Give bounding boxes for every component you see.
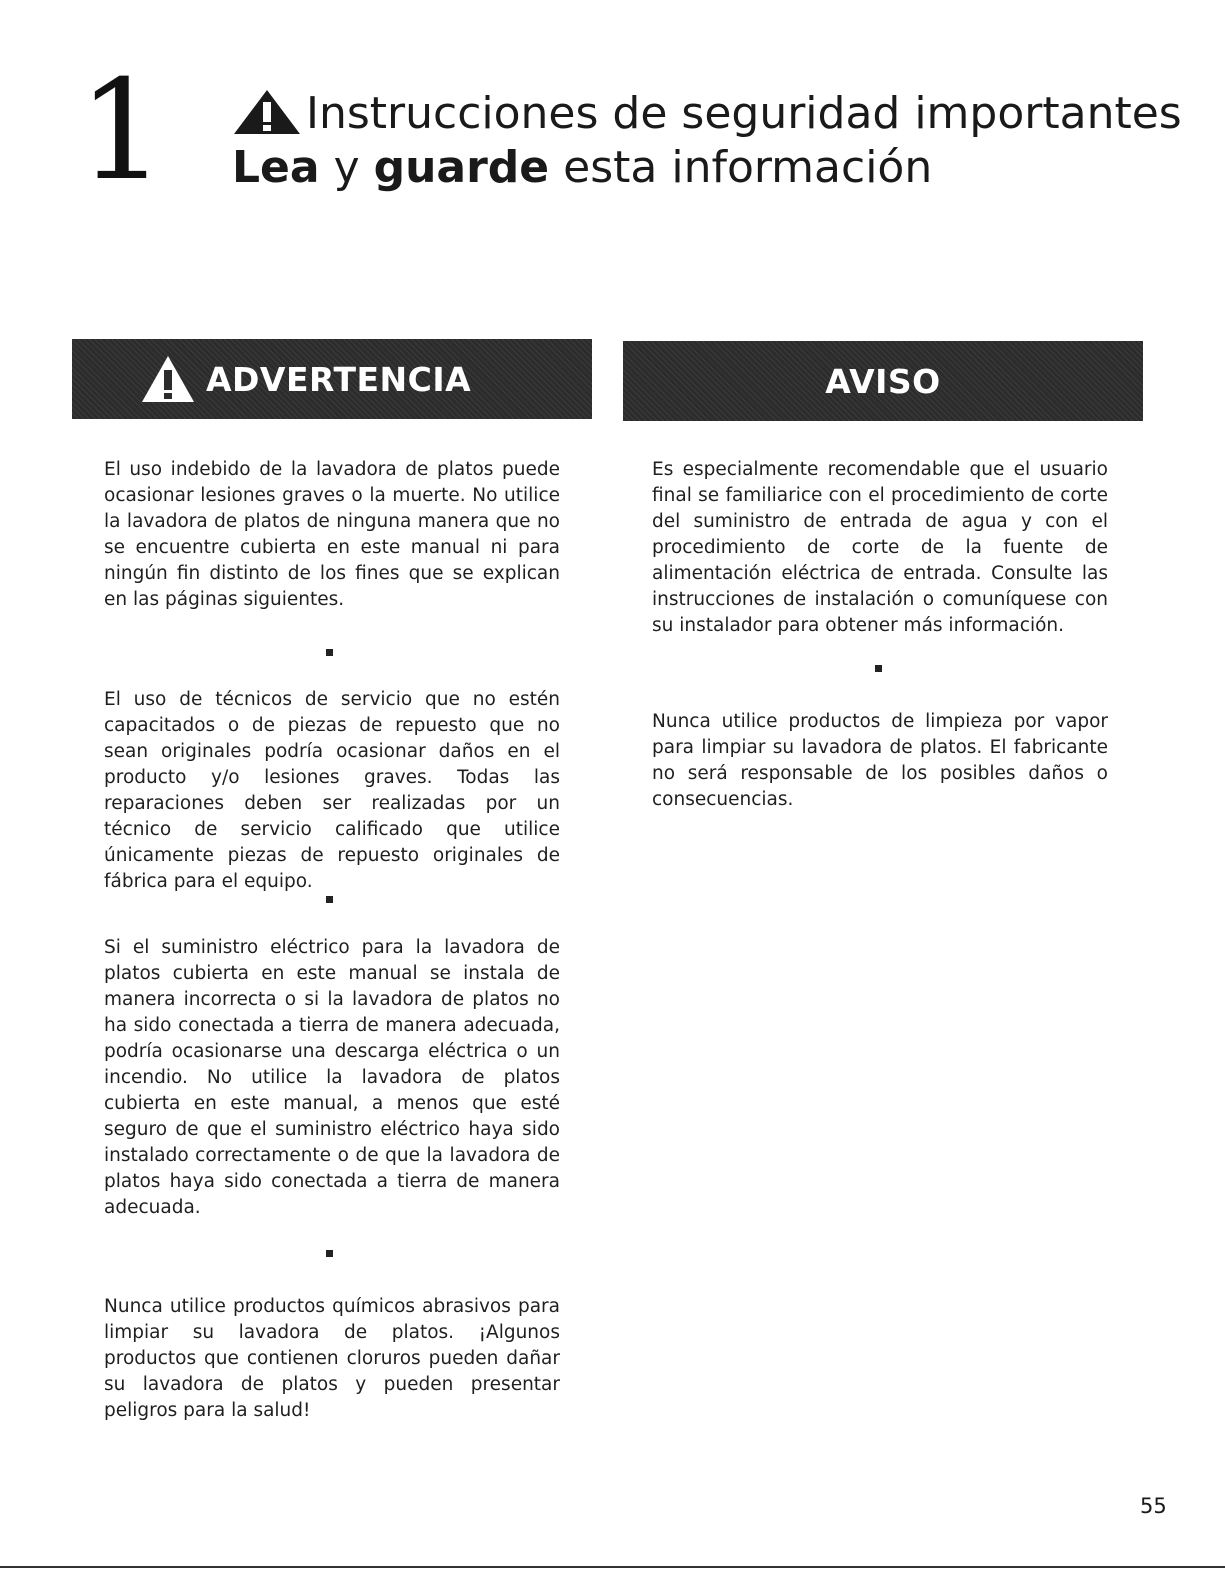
warning-paragraph-1 [104, 457, 560, 613]
warning-triangle-icon [140, 354, 196, 404]
bullet-separator [326, 649, 333, 656]
warning-banner [72, 339, 592, 419]
paragraph-text: Nunca utilice productos de limpieza por vapor para limpiar su lavadora de platos. El fabricante no será responsable de los posibles daños o consecuencias. [652, 711, 1108, 810]
page-title [232, 88, 1182, 139]
chapter-number: 1 [78, 50, 166, 211]
title-line1: Instrucciones de seguridad importantes [306, 88, 1182, 139]
warning-triangle-icon [232, 88, 302, 136]
warning-label: ADVERTENCIA [206, 359, 472, 399]
notice-paragraph-1 [652, 457, 1108, 639]
notice-label: AVISO [825, 361, 941, 401]
title-rest: esta información [549, 142, 933, 193]
warning-paragraph-3 [104, 935, 560, 1221]
paragraph-text: Nunca utilice productos químicos abrasivos para limpiar su lavadora de platos. ¡Algunos productos que contienen cloruros pueden dañar su lavadora de platos y pueden presentar peligros para la salud! [104, 1296, 560, 1421]
paragraph-text: El uso de técnicos de servicio que no estén capacitados o de piezas de repuesto que no sean originales podría ocasionar daños en el producto y/o lesiones graves. Todas las reparaciones deben ser realizadas por un técnico de servicio calificado que utilice únicamente piezas de repuesto originales de fábrica para el equipo. [104, 689, 560, 892]
bullet-separator [326, 1250, 333, 1257]
bullet-separator [875, 665, 882, 672]
warning-paragraph-4 [104, 1294, 560, 1424]
bottom-rule [0, 1566, 1225, 1568]
page-number: 55 [1140, 1494, 1167, 1518]
paragraph-text: El uso indebido de la lavadora de platos puede ocasionar lesiones graves o la muerte. No utilice la lavadora de platos de ninguna manera que no se encuentre cubierta en este manual ni para ningún fin distinto de los fines que se explican en las páginas siguientes. [104, 459, 560, 610]
title-bold-guarde: guarde [373, 142, 550, 193]
notice-paragraph-2 [652, 709, 1108, 813]
title-bold-lea: Lea [232, 142, 320, 193]
paragraph-text: Es especialmente recomendable que el usuario final se familiarice con el procedimiento de corte del suministro de entrada de agua y con el procedimiento de corte de la fuente de alimentación eléctrica de entrada. Consulte las instrucciones de instalación o comuníquese con su instalador para obtener más información. [652, 459, 1108, 636]
paragraph-text: Si el suministro eléctrico para la lavadora de platos cubierta en este manual se instala de manera incorrecta o si la lavadora de platos no ha sido conectada a tierra de manera adecuada, podría ocasionarse una descarga eléctrica o un incendio. No utilice la lavadora de platos cubierta en este manual, a menos que esté seguro de que el suministro eléctrico haya sido instalado correctamente o de que la lavadora de platos haya sido conectada a tierra de manera adecuada. [104, 937, 560, 1218]
notice-banner [623, 341, 1143, 421]
bullet-separator [326, 896, 333, 903]
page-subtitle [232, 142, 933, 193]
warning-paragraph-2 [104, 687, 560, 895]
title-connector: y [319, 142, 374, 193]
